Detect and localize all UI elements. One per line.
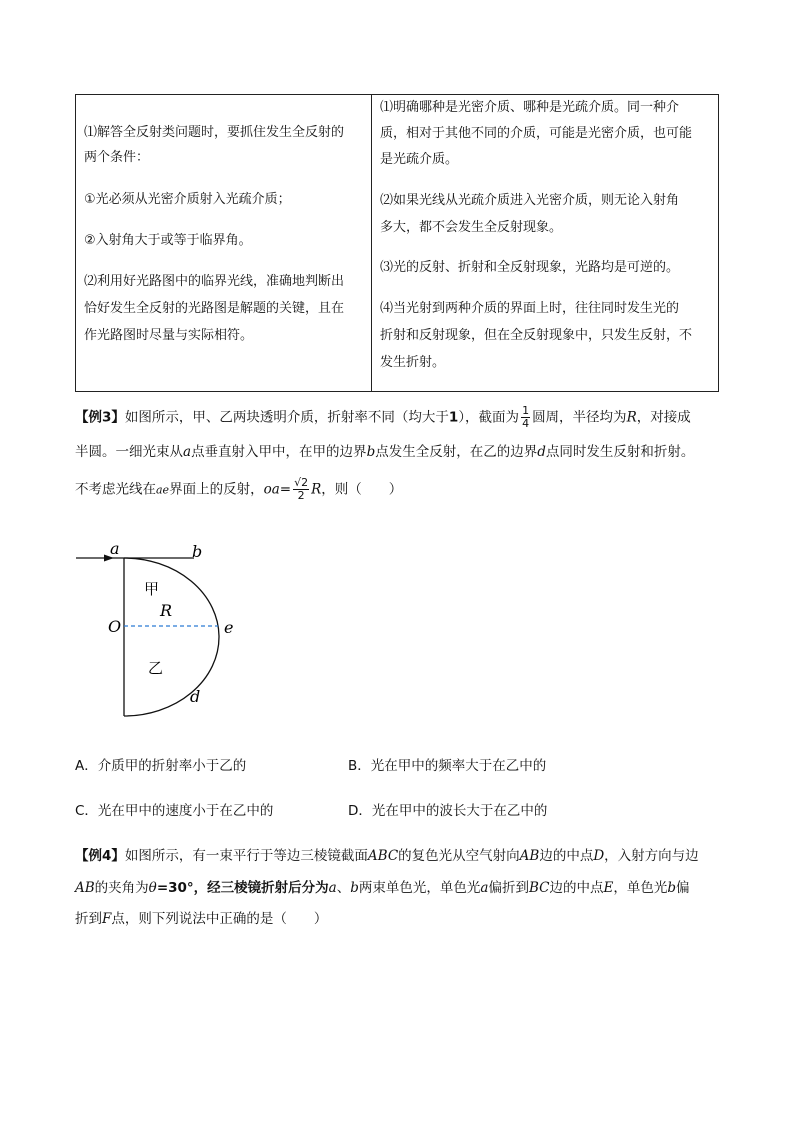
text: 点，则下列说法中正确的是（ ）: [111, 911, 328, 927]
right-line: ⑶光的反射、折射和全反射现象，光路均是可逆的。: [380, 260, 680, 275]
label-R: R: [160, 601, 173, 620]
fraction-numerator: √2: [294, 476, 309, 489]
text: =: [279, 481, 292, 498]
symbol-F: F: [102, 911, 112, 927]
label-yi: 乙: [148, 659, 164, 677]
text: ，对接成: [636, 409, 691, 426]
symbol-D: D: [593, 848, 605, 864]
text: 界面上的反射，: [169, 481, 264, 498]
right-line: 是光疏介质。: [380, 152, 459, 167]
symbol-b: b: [366, 444, 376, 460]
left-line: ⑵利用好光路图中的临界光线，准确地判断出: [84, 274, 345, 289]
text: 折到: [75, 911, 102, 927]
option-c[interactable]: C．光在甲中的速度小于在乙中的: [75, 803, 274, 819]
left-line: 恰好发生全反射的光路图是解题的关键，且在: [84, 301, 345, 316]
label-e: e: [224, 618, 234, 637]
right-line: ⑴明确哪种是光密介质、哪种是光疏介质。同一种介: [380, 100, 680, 115]
symbol-AB: AB: [519, 848, 540, 864]
text: 点垂直射入甲中，在甲的边界: [191, 444, 367, 460]
text: 的夹角为: [94, 880, 149, 896]
label-a: a: [110, 539, 120, 558]
text: 两束单色光，单色光: [358, 880, 481, 896]
fraction-sqrt2-over-2: [293, 477, 309, 502]
text: 如图所示，有一束平行于等边三棱镜截面: [124, 848, 368, 864]
example4-line2: [75, 877, 689, 899]
example4-tag: 【例4】: [75, 848, 125, 864]
symbol-E: E: [603, 880, 614, 896]
fraction-denominator: 2: [297, 489, 305, 502]
label-d: d: [190, 687, 201, 706]
right-line: ⑵如果光线从光疏介质进入光密介质，则无论入射角: [380, 193, 680, 208]
symbol-b: b: [667, 880, 676, 896]
text: 如图所示，甲、乙两块透明介质，折射率不同（均大于: [124, 409, 449, 426]
example3-line2: [75, 441, 694, 463]
left-line: 作光路图时尽量与实际相符。: [84, 328, 254, 343]
label-O: O: [108, 617, 122, 636]
left-line: ⑴解答全反射类问题时，要抓住发生全反射的: [84, 125, 345, 140]
summary-table: [75, 94, 719, 392]
symbol-ae: ae: [156, 483, 170, 497]
example3-line1: [75, 405, 691, 430]
text: =30°，经三棱镜折射后分为: [156, 880, 329, 896]
right-line: ⑷当光射到两种介质的界面上时，往往同时发生光的: [380, 301, 680, 316]
right-line: 发生折射。: [380, 355, 446, 370]
semicircle-arc: [124, 558, 219, 716]
symbol-a: a: [480, 880, 489, 896]
right-line: 质，相对于其他不同的介质，可能是光密介质，也可能: [380, 126, 693, 141]
example3-tag: 【例3】: [75, 409, 125, 426]
option-b[interactable]: B．光在甲中的频率大于在乙中的: [348, 758, 547, 774]
text: 不考虑光线在: [75, 481, 156, 498]
symbol-d: d: [537, 444, 546, 460]
text: 点同时发生反射和折射。: [545, 444, 695, 460]
left-line: ①光必须从光密介质射入光疏介质；: [84, 192, 291, 207]
example4-line1: [75, 845, 699, 867]
fraction-denominator: 4: [522, 417, 530, 430]
symbol-a: a: [183, 444, 192, 460]
text: 半圆。一细光束从: [75, 444, 183, 460]
text: 偏: [675, 880, 690, 896]
option-d[interactable]: D．光在甲中的波长大于在乙中的: [348, 803, 548, 819]
symbol-BC: BC: [528, 880, 550, 896]
text: 点发生全反射，在乙的边界: [375, 444, 538, 460]
semicircle-diagram: [70, 530, 260, 730]
left-line: ②入射角大于或等于临界角。: [84, 233, 252, 248]
text: ），截面为: [458, 409, 520, 426]
symbol-a: a: [328, 880, 337, 896]
text: 的复色光从空气射向: [398, 848, 520, 864]
example4-line3: [75, 908, 327, 930]
symbol-R: R: [311, 481, 322, 498]
text: 边的中点: [549, 880, 604, 896]
text: 偏折到: [488, 880, 529, 896]
symbol-AB: AB: [75, 880, 95, 896]
left-line: 两个条件：: [84, 150, 150, 165]
text: 边的中点: [539, 848, 594, 864]
fraction-numerator: 1: [522, 404, 530, 417]
table-left-cell: [76, 95, 372, 391]
text: 、: [336, 880, 351, 896]
symbol-b: b: [350, 880, 359, 896]
label-jia: 甲: [144, 580, 160, 598]
table-right-cell: [372, 95, 718, 391]
fraction-quarter: [521, 405, 530, 430]
symbol-R: R: [626, 409, 637, 426]
right-line: 折射和反射现象，但在全反射现象中，只发生反射，不: [380, 328, 693, 343]
example3-line3: [75, 477, 402, 502]
right-line: 多大，都不会发生全反射现象。: [380, 220, 563, 235]
option-a[interactable]: A．介质甲的折射率小于乙的: [75, 758, 247, 774]
symbol-ABC: ABC: [367, 848, 399, 864]
symbol-theta: θ: [148, 880, 157, 896]
text: 圆周，半径均为: [532, 409, 627, 426]
symbol-oa: oa: [263, 481, 280, 498]
text: ，则（ ）: [321, 481, 403, 498]
text: ，单色光: [613, 880, 668, 896]
label-b: b: [192, 542, 203, 561]
text: ，入射方向与边: [604, 848, 699, 864]
text: 1: [448, 409, 459, 426]
